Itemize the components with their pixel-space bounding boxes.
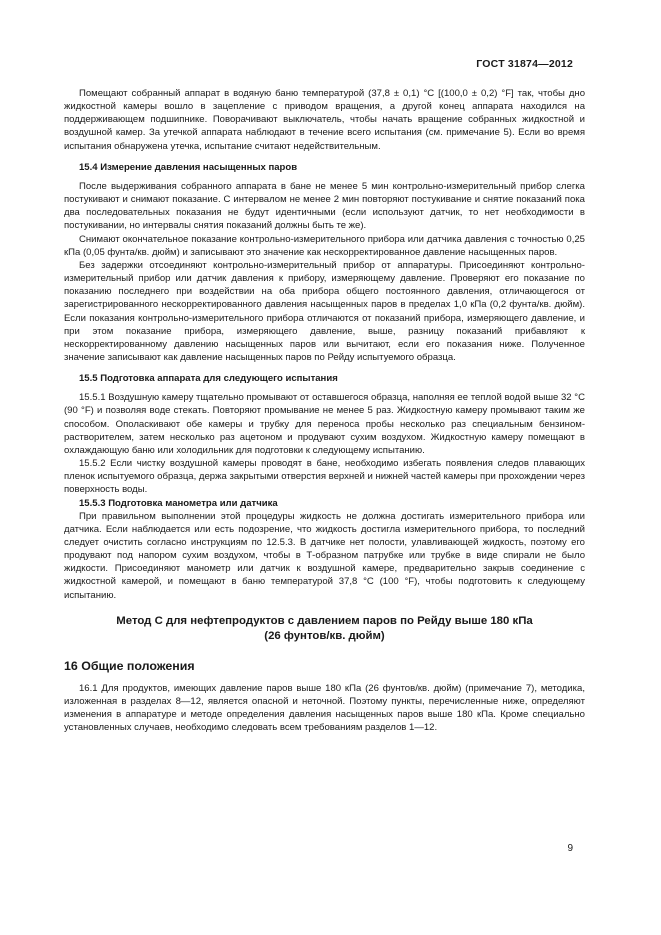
page-number: 9	[567, 843, 573, 854]
section-15-5-3-paragraph: При правильном выполнении этой процедуры жидкость не должна достигать измерительного прибора или датчика. Если наблюдается или есть подозрение, что жидкость достигла измерительного прибора, то последний следует очистить согласно инструкциям по 12.5.3. В датчике нет полости, улавливающей жидкость, поэтому его продувают под напором сухим воздухом, чтобы в Т-образном патрубке или трубке в виде спирали не было жидкости. Присоединяют манометр или датчик к воздушной камере, предварительно закрыв соединение с жидкостной камерой, и помещают в баню температурой 37,8 °С (100 °F), чтобы подготовить к следующему испытанию.	[64, 510, 585, 601]
section-15-5-3-title: 15.5.3 Подготовка манометра или датчика	[79, 497, 278, 509]
section-15-4-title: 15.4 Измерение давления насыщенных паров	[79, 161, 298, 173]
paragraph-intro: Помещают собранный аппарат в водяную баню температурой (37,8 ± 0,1) °С [(100,0 ± 0,2) °F] так, чтобы дно жидкостной камеры вошло в зацепление с приводом вращения, а другой конец аппарата находился на поддерживающем подшипнике. Поворачивают выключатель, чтобы начать вращение собранных жидкостной и воздушной камер. За утечкой аппарата наблюдают в течение всего испытания (см. примечание 5). Если во время испытания обнаружена утечка, испытание считают недействительным.	[64, 88, 585, 152]
document-code: ГОСТ 31874—2012	[476, 58, 573, 70]
section-15-4-paragraph-2: Снимают окончательное показание контрольно-измерительного прибора или датчика давления с точностью 0,25 кПа (0,05 фунта/кв. дюйм) и записывают это значение как нескорректированное давление насыщенных паров.	[64, 233, 585, 258]
section-15-5-2-paragraph: 15.5.2 Если чистку воздушной камеры проводят в бане, необходимо избегать появления следов плавающих пленок испытуемого образца, держа закрытыми отверстия верхней и нижней частей камеры при прохождении через поверхность воды.	[64, 458, 585, 496]
section-15-4-paragraph-1: После выдерживания собранного аппарата в бане не менее 5 мин контрольно-измерительный прибор слегка постукивают и снимают показание. С интервалом не менее 2 мин повторяют постукивание и снятие показаний пока два последовательных показания не будут идентичными (если используют датчик, то нет необходимости в постукивании, но интервалы снятия показаний должны быть те же).	[64, 180, 585, 232]
section-15-4-paragraph-3: Без задержки отсоединяют контрольно-измерительный прибор от аппаратуры. Присоединяют контрольно-измерительный прибор или датчик давления к прибору, измеряющему давление. Проверяют его показание по показанию последнего при воздействии на оба прибора общего постоянного давления, отличающегося от зарегистрированного нескорректированного давления насыщенных паров в пределах 1,0 кПа (0,2 фунта/кв. дюйм). Если показания контрольно-измерительного прибора отличаются от показаний прибора, измеряющего давление, и при этом показание прибора, измеряющего давление, выше, разницу показаний прибавляют к нескорректированному давлению насыщенных паров или вычитают, если его показания ниже. Полученное значение записывают как давление насыщенных паров по Рейду испытуемого образца.	[64, 259, 585, 363]
method-c-heading-line-1: Метод С для нефтепродуктов с давлением паров по Рейду выше 180 кПа	[116, 614, 533, 627]
section-16-title: 16 Общие положения	[64, 658, 195, 673]
page-content	[64, 87, 585, 734]
section-16-1-paragraph: 16.1 Для продуктов, имеющих давление паров выше 180 кПа (26 фунтов/кв. дюйм) (примечание 7), методика, изложенная в разделах 8—12, является опасной и неточной. Поэтому пункты, перечисленные ниже, определяют изменения в аппаратуре и методе определения давления насыщенных паров выше 180 кПа. Кроме специально установленных случаев, необходимо следовать всем требованиям разделов 1—12.	[64, 682, 585, 734]
method-c-heading-line-2: (26 фунтов/кв. дюйм)	[264, 629, 385, 642]
section-15-5-title: 15.5 Подготовка аппарата для следующего испытания	[79, 373, 338, 385]
section-15-5-1-paragraph: 15.5.1 Воздушную камеру тщательно промывают от оставшегося образца, наполняя ее теплой водой выше 32 °С (90 °F) и позволяя воде стекать. Повторяют промывание не менее 5 раз. Жидкостную камеру промывают таким же способом. Ополаскивают обе камеры и трубку для переноса пробы несколько раз специальным бензином-растворителем, затем несколько раз ацетоном и продувают сухим воздухом. Жидкостную камеру помещают в охлаждающую баню или холодильник для подготовки к следующему испытанию.	[64, 392, 585, 456]
